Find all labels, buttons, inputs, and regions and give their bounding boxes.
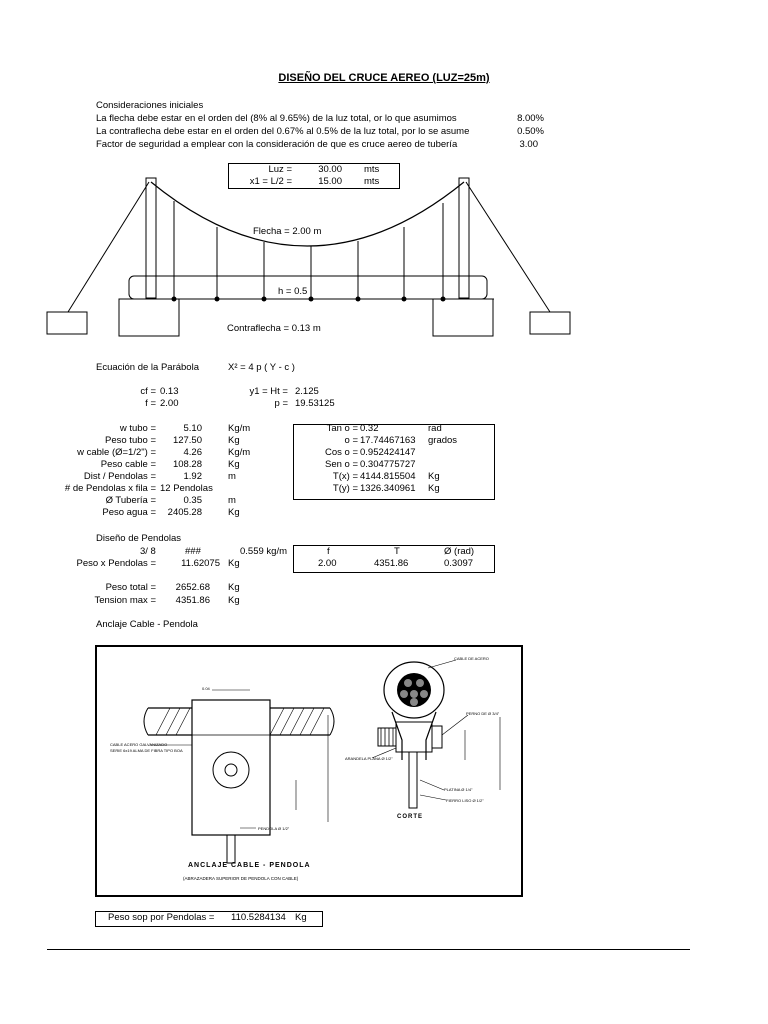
p-value: 19.53125: [295, 398, 335, 409]
anclaje-subcaption: (ABRAZADERA SUPERIOR DE PENDOLA CON CABLE): [183, 876, 299, 881]
angle-value: 0.32: [360, 423, 379, 434]
param-value: 1.92: [183, 471, 202, 482]
cable-note: CABLE ACERO GALVANIZADO: [110, 742, 168, 747]
table-header-t: T: [394, 546, 400, 557]
angle-label: o =: [344, 435, 358, 446]
param-unit: Kg/m: [228, 447, 251, 458]
param-value: 108.28: [172, 459, 202, 470]
angle-label: Cos o =: [324, 447, 358, 458]
angle-value: 4144.815504: [360, 471, 416, 482]
angle-label: T(y) =: [332, 483, 358, 494]
p-label: p =: [274, 398, 288, 409]
cable-aereo-note: CABLE DE ACERO: [454, 656, 489, 661]
arandela-note: ARANDELA PLANA Ø 1/2": [345, 756, 393, 761]
luz-value: 30.00: [318, 164, 342, 175]
param-label: Dist / Pendolas =: [83, 471, 156, 482]
angle-unit: grados: [428, 435, 458, 446]
consideration-text-1: La flecha debe estar en el orden del (8% al 9.65%) de la luz total, or lo que asumimos: [96, 113, 457, 124]
y1-value: 2.125: [295, 386, 319, 397]
param-label: Ø Tubería =: [105, 495, 156, 506]
anclaje-heading: Anclaje Cable - Pendola: [96, 619, 198, 630]
footer-label: Peso sop por Pendolas =: [108, 912, 215, 923]
param-label: Peso agua =: [102, 507, 156, 518]
page-title: DISEÑO DEL CRUCE AEREO (LUZ=25m): [278, 72, 490, 84]
param-label: Peso tubo =: [105, 435, 156, 446]
peso-pendolas-label: Peso x Pendolas =: [76, 558, 156, 569]
angle-unit: rad: [428, 423, 442, 434]
table-value-phi: 0.3097: [444, 558, 474, 569]
consideration-text-3: Factor de seguridad a emplear con la consideración de que es cruce aereo de tubería: [96, 139, 458, 150]
param-unit: Kg: [228, 459, 240, 470]
footer-unit: Kg: [295, 912, 307, 923]
tension-max-unit: Kg: [228, 595, 240, 606]
pendola-hash: ###: [185, 546, 201, 557]
param-unit: Kg: [228, 507, 240, 518]
f-value: 2.00: [160, 398, 179, 409]
parabola-equation: X² = 4 p ( Y - c ): [228, 362, 295, 373]
luz-unit: mts: [364, 164, 380, 175]
table-header-phi: Ø (rad): [444, 546, 475, 557]
param-value: 0.35: [183, 495, 202, 506]
contraflecha-label: Contraflecha = 0.13 m: [227, 323, 321, 334]
cable-note-2: SERIE 6x19 ALMA DE FIBRA TIPO BOA: [110, 748, 183, 753]
flecha-label: Flecha = 2.00 m: [253, 226, 322, 237]
angle-value: 0.952424147: [360, 447, 416, 458]
pendolas-heading: Diseño de Pendolas: [96, 533, 182, 544]
corte-label: CORTE: [397, 814, 423, 820]
considerations-heading: Consideraciones iniciales: [96, 100, 204, 111]
angle-label: Sen o =: [324, 459, 358, 470]
tension-max-value: 4351.86: [175, 595, 210, 606]
consideration-text-2: La contraflecha debe estar en el orden del 0.67% al 0.5% de la luz total, por lo se asume: [96, 126, 470, 137]
platina-note: PLATINA Ø 1/4": [444, 787, 473, 792]
angle-label: Tan o =: [326, 423, 358, 434]
pendola-note: PENDOLA Ø 1/2": [258, 826, 290, 831]
angle-label: T(x) =: [332, 471, 358, 482]
param-value: 2405.28: [167, 507, 202, 518]
f-label: f =: [145, 398, 156, 409]
param-value: 12 Pendolas: [160, 483, 213, 494]
tension-max-label: Tension max =: [94, 595, 156, 606]
consideration-value-3: 3.00: [519, 139, 538, 150]
peso-total-value: 2652.68: [175, 582, 210, 593]
x1-value: 15.00: [318, 176, 342, 187]
x1-unit: mts: [364, 176, 380, 187]
luz-label: Luz =: [268, 164, 292, 175]
param-unit: m: [228, 495, 236, 506]
param-label: Peso cable =: [100, 459, 156, 470]
perno-note: PERNO DE Ø 3/4": [466, 711, 500, 716]
angle-value: 1326.340961: [360, 483, 416, 494]
angle-value: 17.74467163: [360, 435, 416, 446]
peso-total-unit: Kg: [228, 582, 240, 593]
peso-pendolas-unit: Kg: [228, 558, 240, 569]
parabola-label: Ecuación de la Parábola: [96, 362, 199, 373]
x1-label: x1 = L/2 =: [249, 176, 292, 187]
pendola-kgm: 0.559 kg/m: [240, 546, 287, 557]
y1-label: y1 = Ht =: [249, 386, 288, 397]
pendola-frac: 3/ 8: [140, 546, 156, 557]
param-label: w tubo =: [119, 423, 156, 434]
peso-pendolas-value: 11.62075: [181, 558, 220, 569]
bottom-rule: [47, 949, 690, 950]
table-value-f: 2.00: [318, 558, 337, 569]
h-label: h = 0.5: [278, 286, 308, 297]
angle-value: 0.304775727: [360, 459, 416, 470]
angle-unit: Kg: [428, 483, 440, 494]
param-unit: m: [228, 471, 236, 482]
consideration-value-2: 0.50%: [517, 126, 544, 137]
footer-value: 110.5284134: [231, 912, 286, 923]
param-value: 127.50: [172, 435, 202, 446]
consideration-value-1: 8.00%: [517, 113, 544, 124]
param-value: 4.26: [183, 447, 202, 458]
cf-label: cf =: [140, 386, 156, 397]
param-unit: Kg: [228, 435, 240, 446]
param-value: 5.10: [183, 423, 202, 434]
param-label: # de Pendolas x fila =: [64, 483, 156, 494]
cf-value: 0.13: [160, 386, 179, 397]
angle-unit: Kg: [428, 471, 440, 482]
param-unit: Kg/m: [228, 423, 251, 434]
peso-total-label: Peso total =: [105, 582, 156, 593]
param-label: w cable (Ø=1/2") =: [77, 447, 156, 458]
dim-label-top: 0.04: [202, 686, 210, 691]
fierro-note: FIERRO LISO Ø 1/2": [446, 798, 484, 803]
anclaje-caption: ANCLAJE CABLE - PENDOLA: [188, 862, 311, 869]
table-value-t: 4351.86: [374, 558, 409, 569]
table-header-f: f: [327, 546, 330, 557]
